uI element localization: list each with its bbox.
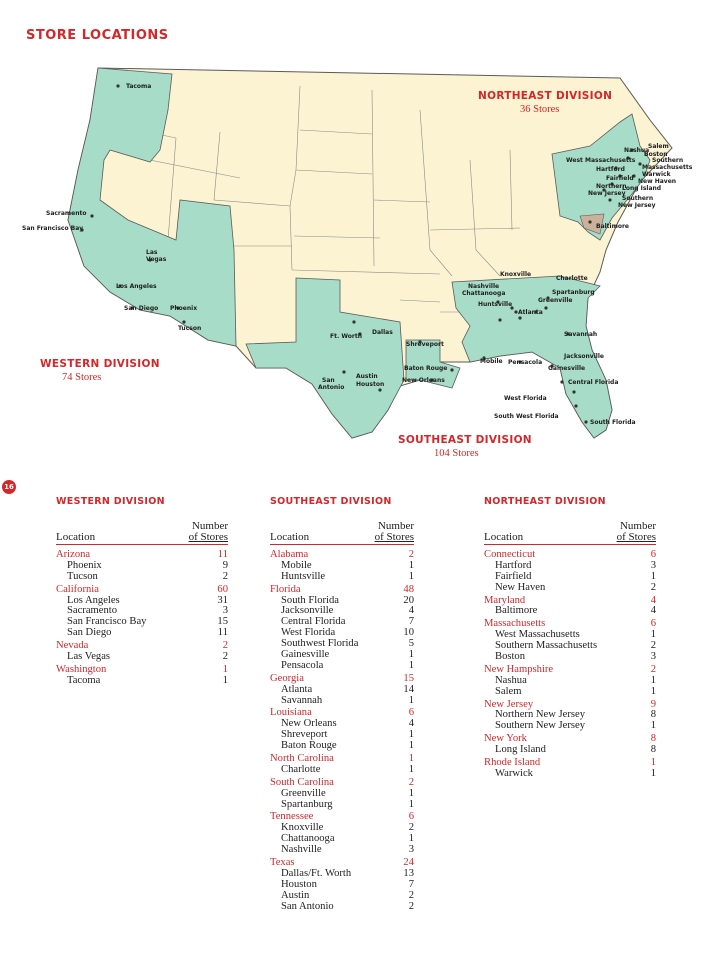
row-store-count: 6 [408,811,414,823]
northeast-division-table [484,496,656,780]
map-label-southern-mass-2: Massachusetts [642,164,693,171]
southeast-table-header [270,514,414,545]
header-number-line2: of Stores [616,531,656,543]
row-location: Dallas/Ft. Worth [281,867,352,879]
map-label-southern-nj-2: New Jersey [618,202,656,209]
row-store-count: 2 [408,776,414,788]
western-division-table [56,496,228,687]
map-label-sacramento: Sacramento [46,210,87,217]
map-label-warwick: Warwick [642,171,671,178]
row-location: Las Vegas [67,651,111,663]
row-store-count: 4 [650,605,656,617]
row-location: Jacksonville [281,605,334,617]
city-row [270,845,414,856]
row-store-count: 14 [403,683,414,695]
row-location: Tennessee [270,811,314,823]
city-row [56,676,228,687]
city-row [270,661,414,672]
page-number-badge: 16 [2,480,16,494]
row-store-count: 3 [650,651,656,663]
row-store-count: 2 [408,822,414,834]
row-store-count: 10 [403,627,414,639]
row-store-count: 1 [650,767,656,779]
row-store-count: 2 [222,651,228,663]
city-row [56,652,228,663]
row-store-count: 8 [650,709,656,721]
row-location: Georgia [270,672,304,684]
header-number [617,521,656,543]
city-row [270,685,414,696]
row-location: Houston [281,878,317,890]
map-label-baltimore: Baltimore [596,223,630,230]
row-store-count: 6 [408,707,414,719]
header-number-line1: Number [377,520,414,532]
header-location: Location [484,531,524,543]
row-store-count: 2 [650,640,656,652]
row-location: Warwick [495,767,533,779]
row-location: South Florida [281,594,339,606]
row-location: Central Florida [281,616,346,628]
row-location: Phoenix [67,559,102,571]
city-row [56,572,228,583]
map-label-nashua: Nashua [624,147,650,154]
map-label-charlotte: Charlotte [556,275,588,282]
city-row [484,745,656,756]
western-rows [56,550,228,687]
row-location: Texas [270,857,295,869]
map-label-jacksonville: Jacksonville [564,353,604,360]
map-label-nashville: Nashville [468,283,500,290]
map-label-san-antonio-1: San [322,377,335,384]
map-label-long-island: Long Island [622,185,662,192]
row-store-count: 1 [408,740,414,752]
row-location: Connecticut [484,549,536,560]
row-location: Knoxville [281,822,324,834]
map-label-las-vegas-2: Vegas [146,256,167,263]
row-store-count: 4 [408,605,414,617]
row-store-count: 2 [650,663,656,675]
row-location: Pensacola [281,659,324,671]
city-row [484,687,656,698]
southeast-division-table [270,496,414,913]
row-store-count: 15 [403,672,414,684]
western-table-title: WESTERN DIVISION [56,496,165,507]
row-store-count: 13 [403,867,414,879]
row-store-count: 31 [217,594,228,606]
map-label-atlanta: Atlanta [518,309,543,316]
row-store-count: 2 [408,900,414,912]
map-label-southwest-florida: South West Florida [494,413,559,420]
map-label-south-florida: South Florida [590,419,636,426]
row-location: Chattanooga [281,833,335,845]
row-location: New York [484,733,527,745]
map-label-west-mass: West Massachusetts [566,157,636,164]
page-title: STORE LOCATIONS [26,28,169,43]
city-row [270,789,414,800]
city-row [484,606,656,617]
row-location: Southern New Jersey [495,720,586,732]
row-location: Charlotte [281,763,321,775]
map-label-baton-rouge: Baton Rouge [404,365,448,372]
row-store-count: 3 [650,559,656,571]
map-label-pensacola: Pensacola [508,359,543,366]
map-northeast-stores: 36 Stores [520,104,560,115]
map-label-tucson: Tucson [178,325,202,332]
city-row [56,628,228,639]
row-store-count: 1 [650,674,656,686]
row-store-count: 7 [408,878,414,890]
map-label-huntsville: Huntsville [478,301,513,308]
row-location: Arizona [56,549,91,560]
row-location: Louisiana [270,707,312,719]
row-store-count: 1 [650,757,656,769]
row-store-count: 24 [403,857,414,869]
row-location: Tacoma [67,674,101,686]
map-label-fairfield: Fairfield [606,175,634,182]
header-location: Location [270,531,310,543]
map-label-san-antonio-2: Antonio [318,384,345,391]
map-label-las-vegas-1: Las [146,249,158,256]
city-row [270,891,414,902]
row-location: Alabama [270,549,309,560]
city-row [484,652,656,663]
row-store-count: 11 [217,549,228,560]
row-location: West Florida [281,627,336,639]
row-location: Baltimore [495,605,538,617]
row-store-count: 9 [650,698,656,710]
row-store-count: 1 [408,559,414,571]
northeast-table-title: NORTHEAST DIVISION [484,496,606,507]
row-store-count: 1 [408,570,414,582]
city-row [270,741,414,752]
row-store-count: 7 [408,616,414,628]
row-store-count: 1 [650,685,656,697]
map-label-new-orleans: New Orleans [402,377,445,384]
row-location: Tucson [67,570,98,582]
map-label-mobile: Mobile [480,358,503,365]
row-store-count: 1 [408,659,414,671]
row-store-count: 1 [408,753,414,765]
row-location: Sacramento [67,605,118,617]
map-label-salem: Salem [648,143,669,150]
row-store-count: 1 [650,570,656,582]
map-label-shreveport: Shreveport [406,341,444,348]
row-store-count: 15 [217,616,228,628]
row-location: Maryland [484,594,526,606]
row-store-count: 1 [408,649,414,661]
row-store-count: 2 [650,581,656,593]
row-location: Washington [56,663,107,675]
row-location: Southern Massachusetts [495,640,598,652]
header-number-line2: of Stores [374,531,414,543]
row-store-count: 2 [408,889,414,901]
header-number-line2: of Stores [188,531,228,543]
city-row [270,902,414,913]
map-label-houston: Houston [356,381,385,388]
row-location: New Orleans [281,718,337,730]
map-southeast-stores: 104 Stores [434,448,479,459]
us-store-map [0,50,728,470]
map-label-southern-mass-1: Southern [652,157,684,164]
row-store-count: 2 [408,549,414,560]
row-location: Northern New Jersey [495,709,586,721]
row-location: San Antonio [281,900,334,912]
row-location: Nashville [281,844,322,856]
northeast-table-header [484,514,656,545]
map-western-title: WESTERN DIVISION [40,358,160,370]
row-location: North Carolina [270,753,334,765]
map-label-west-florida: West Florida [504,395,547,402]
row-location: Atlanta [281,683,313,695]
row-location: South Carolina [270,776,334,788]
map-label-northern-nj-1: Northern [596,183,627,190]
city-row [484,583,656,594]
row-location: Greenville [281,787,326,799]
map-label-gainesville: Gainesville [548,365,586,372]
map-label-northern-nj-2: New Jersey [588,190,626,197]
row-location: San Francisco Bay [67,616,147,628]
city-row [270,572,414,583]
map-label-savannah: Savannah [564,331,598,338]
western-table-header [56,514,228,545]
map-label-austin: Austin [356,373,378,380]
city-row [270,765,414,776]
row-location: Shreveport [281,729,328,741]
header-number-line1: Number [619,520,656,532]
map-label-spartanburg: Spartanburg [552,289,595,296]
map-label-phoenix: Phoenix [170,305,198,312]
map-western-stores: 74 Stores [62,372,102,383]
map-label-chattanooga: Chattanooga [462,290,506,297]
row-location: Spartanburg [281,798,333,810]
row-store-count: 1 [408,694,414,706]
city-row [484,769,656,780]
row-location: Long Island [495,744,546,756]
row-location: Mobile [281,559,312,571]
row-location: New Hampshire [484,663,554,675]
row-store-count: 8 [650,744,656,756]
city-row [484,721,656,732]
row-store-count: 5 [408,638,414,650]
row-store-count: 11 [217,627,228,639]
map-southeast-title: SOUTHEAST DIVISION [398,434,532,446]
row-location: Hartford [495,559,532,571]
row-store-count: 1 [408,763,414,775]
state-row [56,585,228,596]
row-store-count: 1 [222,674,228,686]
row-store-count: 6 [650,549,656,560]
row-location: Massachusetts [484,618,546,630]
map-northeast-title: NORTHEAST DIVISION [478,90,613,102]
header-number [189,521,228,543]
row-location: West Massachusetts [495,629,580,641]
row-store-count: 1 [408,798,414,810]
row-location: Austin [281,889,310,901]
row-location: New Jersey [484,698,534,710]
map-label-new-haven: New Haven [638,178,677,185]
header-location: Location [56,531,96,543]
row-store-count: 1 [222,663,228,675]
map-label-los-angeles: Los Angeles [116,283,157,290]
row-store-count: 60 [217,583,228,595]
southeast-rows [270,550,414,913]
row-location: Southwest Florida [281,638,359,650]
row-store-count: 3 [222,605,228,617]
row-store-count: 3 [408,844,414,856]
map-label-greenville: Greenville [538,297,573,304]
row-location: Huntsville [281,570,326,582]
city-row [270,696,414,707]
row-location: Rhode Island [484,757,541,769]
row-location: Gainesville [281,649,330,661]
header-number-line1: Number [191,520,228,532]
row-store-count: 9 [222,559,228,571]
map-label-southern-nj-1: Southern [622,195,654,202]
row-store-count: 8 [650,733,656,745]
row-store-count: 4 [650,594,656,606]
row-location: Florida [270,583,301,595]
us-map-svg [0,50,728,470]
header-number [375,521,414,543]
row-store-count: 2 [222,640,228,652]
row-location: Los Angeles [67,594,120,606]
map-label-tacoma: Tacoma [126,83,152,90]
row-location: California [56,583,99,595]
map-label-boston: Boston [644,151,668,158]
row-store-count: 1 [408,787,414,799]
row-store-count: 6 [650,618,656,630]
map-label-central-florida: Central Florida [568,379,619,386]
row-location: Fairfield [495,570,532,582]
row-store-count: 1 [408,833,414,845]
map-label-dallas: Dallas [372,329,393,336]
row-store-count: 4 [408,718,414,730]
row-location: Savannah [281,694,323,706]
row-store-count: 1 [408,729,414,741]
row-store-count: 1 [650,629,656,641]
row-location: Boston [495,651,526,663]
map-label-hartford: Hartford [596,166,625,173]
state-row [270,585,414,596]
row-store-count: 48 [403,583,414,595]
map-label-knoxville: Knoxville [500,271,532,278]
row-store-count: 1 [650,720,656,732]
city-row [270,800,414,811]
row-location: Nevada [56,640,89,652]
row-location: Nashua [495,674,527,686]
row-location: Salem [495,685,522,697]
southeast-table-title: SOUTHEAST DIVISION [270,496,392,507]
row-store-count: 2 [222,570,228,582]
map-label-san-diego: San Diego [124,305,159,312]
map-label-ft-worth: Ft. Worth [330,333,362,340]
row-location: New Haven [495,581,546,593]
northeast-rows [484,550,656,780]
row-location: Baton Rouge [281,740,337,752]
row-location: San Diego [67,627,112,639]
map-label-sf-bay: San Francisco Bay [22,225,84,232]
row-store-count: 20 [403,594,414,606]
